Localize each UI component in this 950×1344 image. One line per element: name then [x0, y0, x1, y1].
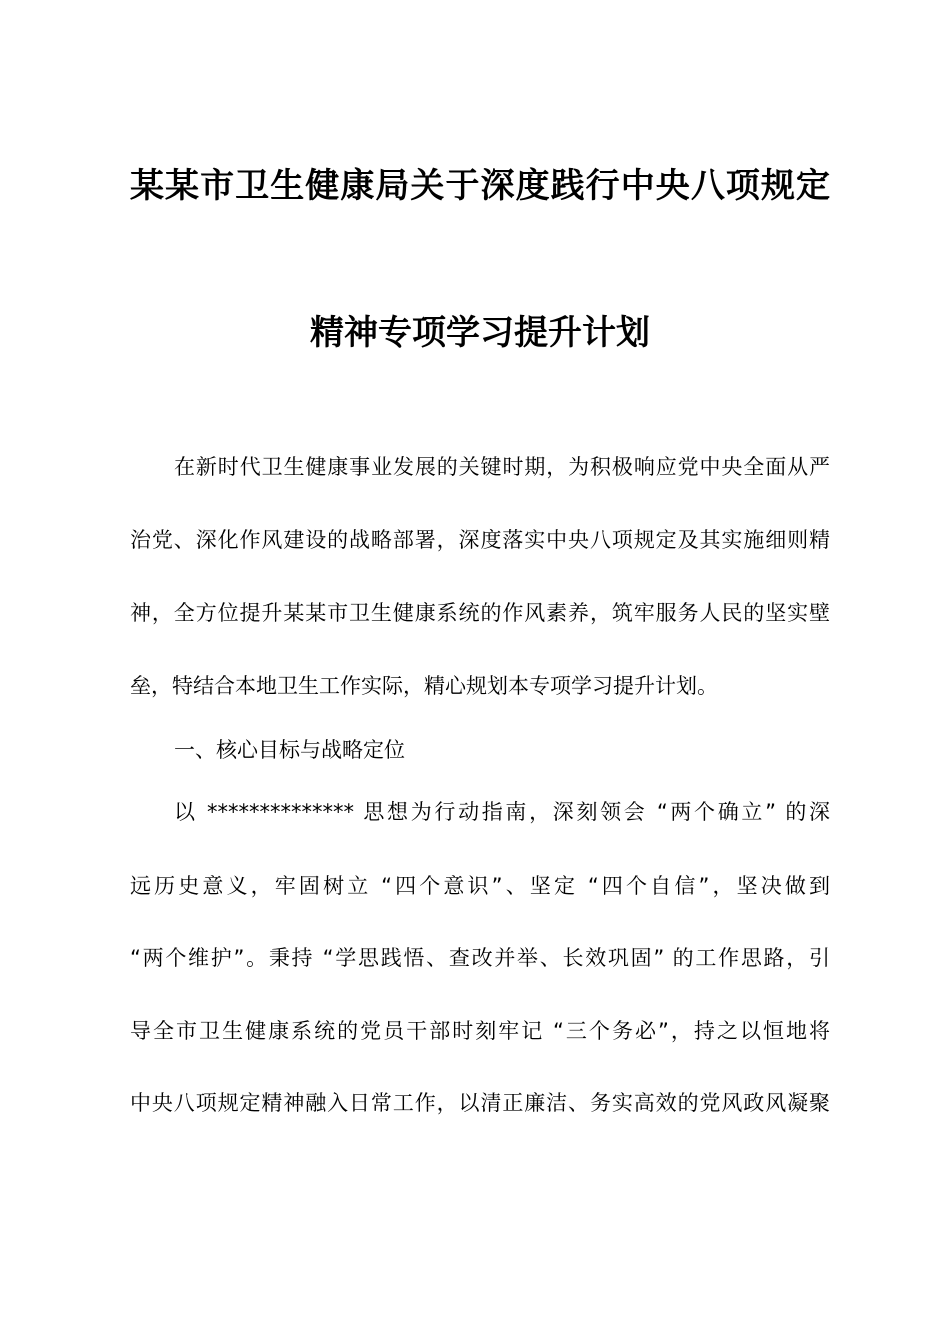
paragraph-2-line: 中央八项规定精神融入日常工作，以清正廉洁、务实高效的党风政风凝聚: [130, 1091, 830, 1115]
paragraph-2-line: 以 ************** 思想为行动指南，深刻领会 “两个确立” 的深: [174, 800, 830, 824]
paragraph-1-line: 垒，特结合本地卫生工作实际，精心规划本专项学习提升计划。: [130, 674, 718, 698]
document-title-line-1: 某某市卫生健康局关于深度践行中央八项规定: [130, 166, 830, 206]
paragraph-1-line: 神，全方位提升某某市卫生健康系统的作风素养，筑牢服务人民的坚实壁: [130, 601, 830, 625]
paragraph-2-line: 导全市卫生健康系统的党员干部时刻牢记 “三个务必”，持之以恒地将: [130, 1019, 830, 1043]
paragraph-1-line: 在新时代卫生健康事业发展的关键时期，为积极响应党中央全面从严: [174, 455, 830, 479]
paragraph-1-line: 治党、深化作风建设的战略部署，深度落实中央八项规定及其实施细则精: [130, 528, 830, 552]
document-title-line-2: 精神专项学习提升计划: [310, 313, 650, 353]
paragraph-2-line: “两个维护”。秉持 “学思践悟、查改并举、长效巩固” 的工作思路，引: [130, 946, 830, 970]
section-heading: 一、核心目标与战略定位: [174, 738, 405, 762]
paragraph-2-line: 远历史意义，牢固树立 “四个意识”、坚定 “四个自信”，坚决做到: [130, 874, 830, 898]
